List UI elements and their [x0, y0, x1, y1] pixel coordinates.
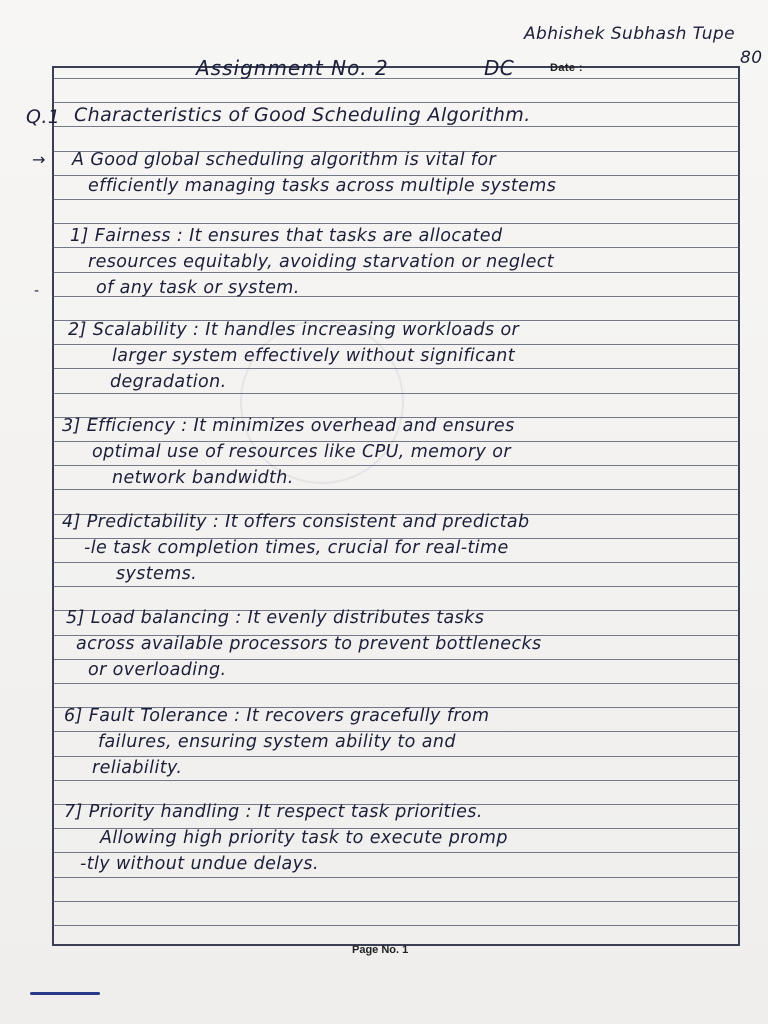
answer-line: 2] Scalability : It handles increasing workloads or	[68, 320, 520, 340]
ruled-line	[52, 586, 740, 587]
ruled-line	[52, 78, 740, 79]
answer-line: 3] Efficiency : It minimizes overhead and ensures	[62, 416, 515, 436]
ruled-line	[52, 756, 740, 757]
ruled-line	[52, 465, 740, 466]
answer-line: A Good global scheduling algorithm is vital for	[72, 150, 497, 170]
answer-line: reliability.	[92, 758, 183, 778]
dash-mark: -	[34, 283, 40, 299]
answer-line: optimal use of resources like CPU, memory or	[92, 442, 511, 462]
subject-code: DC	[484, 56, 515, 80]
ruled-line	[52, 852, 740, 853]
answer-line: 4] Predictability : It offers consistent and predictab	[62, 512, 530, 532]
answer-line: efficiently managing tasks across multiple systems	[88, 176, 557, 196]
ruled-line	[52, 247, 740, 248]
answer-line: Allowing high priority task to execute promp	[100, 828, 508, 848]
assignment-title: Assignment No. 2	[196, 56, 389, 80]
answer-line: of any task or system.	[96, 278, 300, 298]
date-label: Date :	[550, 62, 583, 74]
answer-line: resources equitably, avoiding starvation or neglect	[88, 252, 555, 272]
roll-number: 80	[740, 48, 763, 68]
answer-line: degradation.	[110, 372, 227, 392]
answer-line: failures, ensuring system ability to and	[98, 732, 456, 752]
answer-line: larger system effectively without significant	[112, 346, 516, 366]
pen-stroke	[30, 992, 100, 995]
answer-line: or overloading.	[88, 660, 227, 680]
ruled-line	[52, 126, 740, 127]
ruled-line	[52, 102, 740, 103]
ruled-line	[52, 901, 740, 902]
ruled-line	[52, 780, 740, 781]
answer-line: systems.	[116, 564, 198, 584]
answer-line: 6] Fault Tolerance : It recovers gracefully from	[64, 706, 490, 726]
answer-line: network bandwidth.	[112, 468, 294, 488]
answer-line: -le task completion times, crucial for real-time	[84, 538, 509, 558]
ruled-line	[52, 562, 740, 563]
author-name: Abhishek Subhash Tupe	[524, 24, 735, 44]
ruled-line	[52, 877, 740, 878]
ruled-line	[52, 344, 740, 345]
ruled-line	[52, 393, 740, 394]
ruled-line	[52, 368, 740, 369]
ruled-line	[52, 199, 740, 200]
ruled-line	[52, 272, 740, 273]
question-heading: Characteristics of Good Scheduling Algorithm.	[74, 104, 531, 126]
ruled-line	[52, 925, 740, 926]
arrow-mark: →	[32, 150, 46, 169]
answer-line: 1] Fairness : It ensures that tasks are allocated	[70, 226, 503, 246]
question-number: Q.1	[26, 106, 61, 128]
answer-line: 5] Load balancing : It evenly distributes tasks	[66, 608, 485, 628]
answer-line: across available processors to prevent bottlenecks	[76, 634, 542, 654]
page-number-label: Page No. 1	[352, 944, 409, 956]
answer-line: 7] Priority handling : It respect task priorities.	[64, 802, 483, 822]
answer-line: -tly without undue delays.	[80, 854, 319, 874]
ruled-line	[52, 223, 740, 224]
ruled-line	[52, 683, 740, 684]
ruled-line	[52, 489, 740, 490]
